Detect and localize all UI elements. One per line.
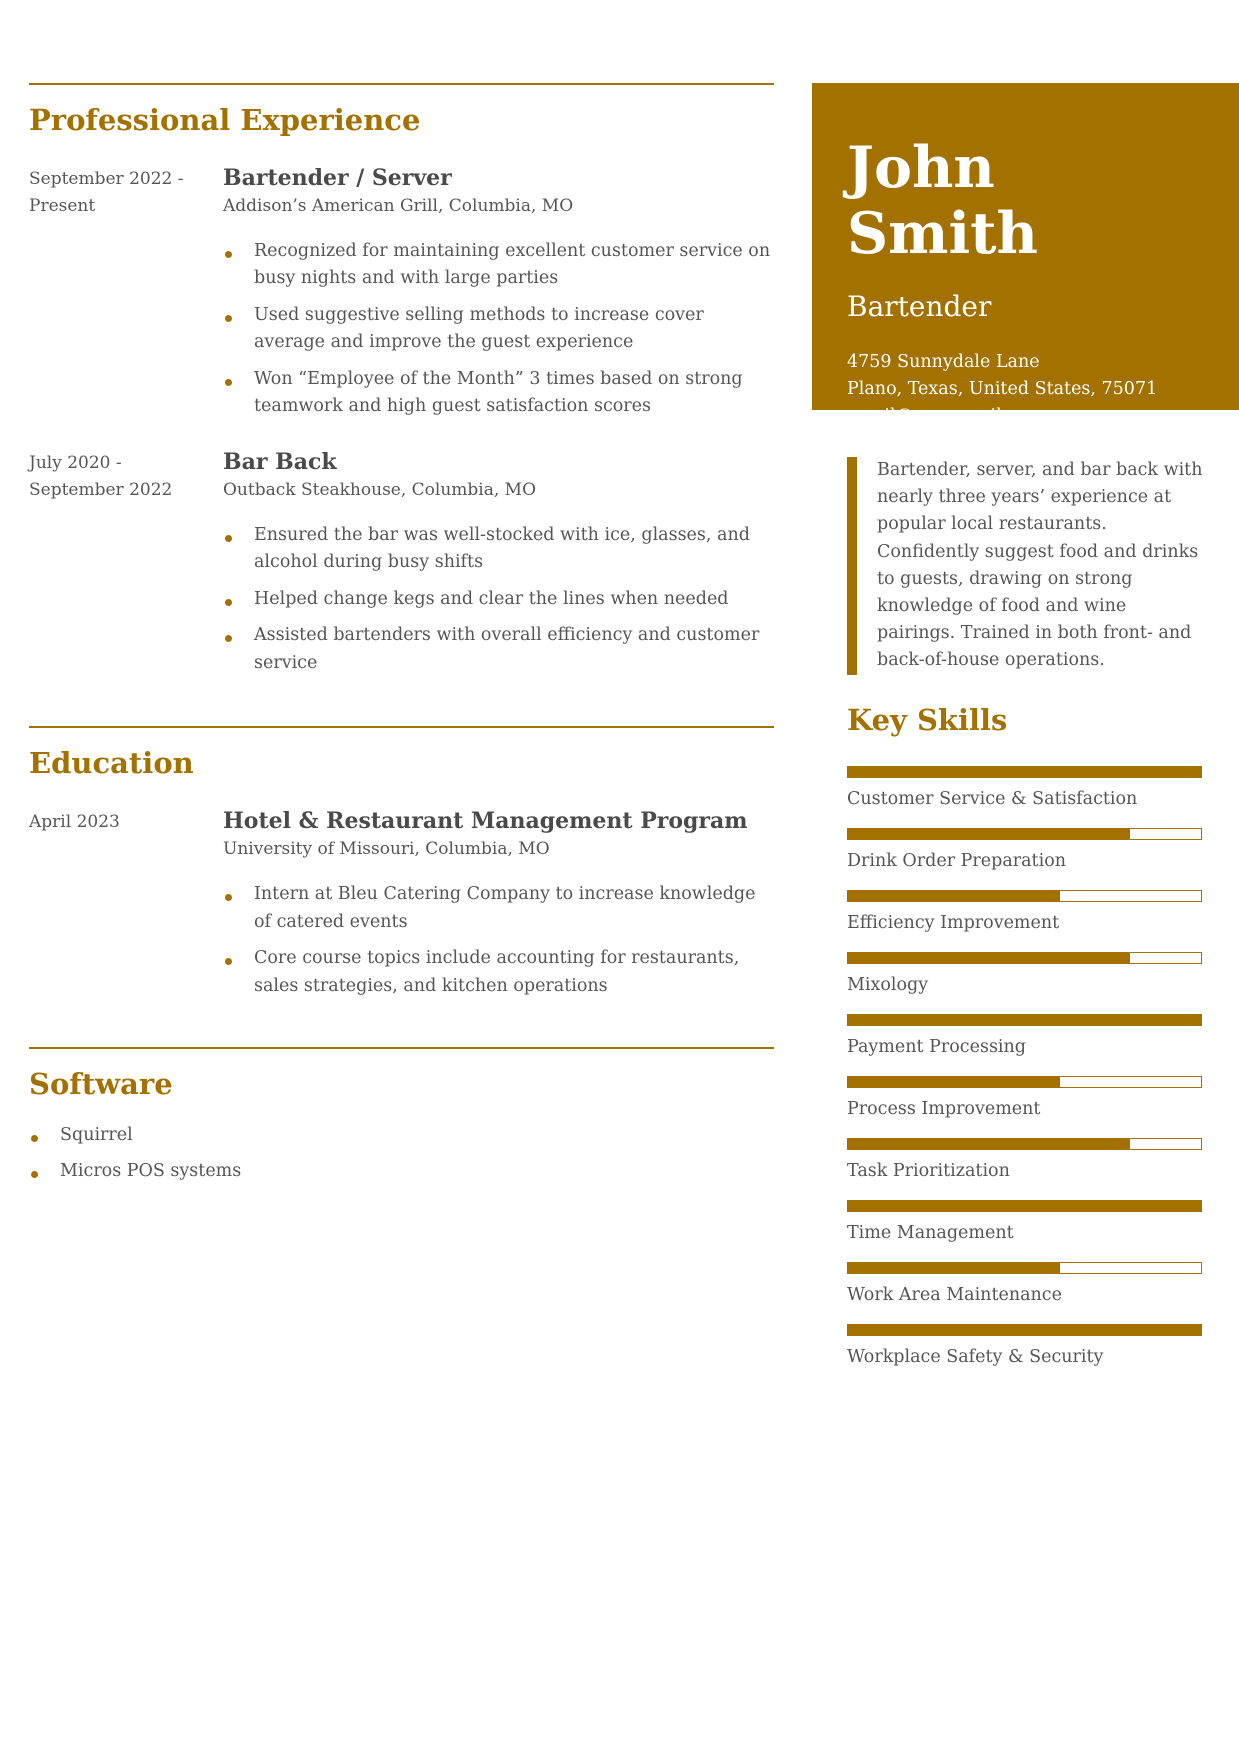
skills-list: [847, 766, 1202, 1370]
list-item: Assisted bartenders with overall efficiency and customer service: [223, 622, 774, 677]
experience-entry: [29, 450, 774, 687]
skill-level-bar: [847, 952, 1202, 964]
skill-label: Efficiency Improvement: [847, 913, 1060, 933]
skill-level-fill: [848, 953, 1130, 963]
main-column: [29, 83, 774, 1195]
skill-label: Workplace Safety & Security: [847, 1347, 1104, 1367]
list-item: Core course topics include accounting for restaurants, sales strategies, and kitchen operations: [223, 945, 774, 1000]
skill-item: [847, 1262, 1202, 1308]
skill-level-bar: [847, 1200, 1202, 1212]
education-details-list: [223, 881, 774, 1000]
skill-level-fill: [848, 891, 1060, 901]
employer: Outback Steakhouse, Columbia, MO: [223, 479, 537, 500]
skill-item: [847, 1324, 1202, 1370]
list-item: Intern at Bleu Catering Company to increase knowledge of catered events: [223, 881, 774, 936]
education-heading: Education: [29, 746, 194, 781]
school-name: University of Missouri, Columbia, MO: [223, 839, 550, 860]
entry-date-end: Present: [29, 195, 96, 216]
list-item: Squirrel: [29, 1122, 774, 1150]
skill-label: Work Area Maintenance: [847, 1285, 1062, 1305]
skill-item: [847, 828, 1202, 874]
software-section: [29, 1047, 774, 1186]
skill-item: [847, 890, 1202, 936]
entry-date: [29, 166, 223, 430]
skill-level-bar: [847, 1014, 1202, 1026]
list-item: Used suggestive selling methods to increase cover average and improve the guest experience: [223, 302, 774, 357]
entry-date-end: September 2022: [29, 479, 173, 500]
skill-level-fill: [848, 767, 1201, 777]
skill-level-fill: [848, 1263, 1060, 1273]
software-list: [29, 1122, 774, 1186]
entry-body: [223, 809, 774, 1009]
skill-level-bar: [847, 1076, 1202, 1088]
profile-summary: Bartender, server, and bar back with nearly three years’ experience at popular local restaurants. Confidently suggest food and drinks to guests, drawing on strong knowledge of food and wine pairings. Trained in both front- and back-of-house operations.: [847, 457, 1207, 675]
employer: Addison’s American Grill, Columbia, MO: [223, 195, 574, 216]
education-section: [29, 726, 774, 1009]
entry-body: [223, 450, 774, 687]
skills-section: [847, 700, 1202, 1386]
address-line-2: Plano, Texas, United States, 75071: [847, 379, 1158, 399]
skill-label: Customer Service & Satisfaction: [847, 789, 1138, 809]
skill-item: [847, 952, 1202, 998]
skill-label: Drink Order Preparation: [847, 851, 1066, 871]
entry-date: April 2023: [29, 812, 120, 833]
skill-item: [847, 1200, 1202, 1246]
skill-level-fill: [848, 1015, 1201, 1025]
skill-level-fill: [848, 1139, 1130, 1149]
phone: 123-456-7890: [847, 433, 971, 453]
skill-level-fill: [848, 1077, 1060, 1087]
skill-level-bar: [847, 1262, 1202, 1274]
email: email@youremail.com: [847, 406, 1045, 426]
skill-level-bar: [847, 828, 1202, 840]
skill-label: Time Management: [847, 1223, 1014, 1243]
job-role: Bartender / Server: [223, 164, 452, 191]
skill-item: [847, 1138, 1202, 1184]
skill-item: [847, 766, 1202, 812]
list-item: Ensured the bar was well-stocked with ice, glasses, and alcohol during busy shifts: [223, 522, 774, 577]
skill-level-bar: [847, 1138, 1202, 1150]
job-role: Bar Back: [223, 448, 337, 475]
candidate-name: John Smith: [847, 134, 1038, 267]
skill-label: Process Improvement: [847, 1099, 1041, 1119]
skill-item: [847, 1014, 1202, 1060]
skill-label: Task Prioritization: [847, 1161, 1010, 1181]
experience-heading: Professional Experience: [29, 103, 421, 137]
skill-level-fill: [848, 829, 1130, 839]
skill-item: [847, 1076, 1202, 1122]
list-item: Won “Employee of the Month” 3 times based on strong teamwork and high guest satisfaction scores: [223, 366, 774, 421]
skill-level-fill: [848, 1201, 1201, 1211]
address-line-1: 4759 Sunnydale Lane: [847, 352, 1040, 372]
education-entry: [29, 809, 774, 1009]
entry-date-start: September 2022 -: [29, 168, 184, 189]
experience-section: [29, 83, 774, 686]
skill-level-fill: [848, 1325, 1201, 1335]
software-heading: Software: [29, 1067, 173, 1102]
skills-heading: Key Skills: [847, 703, 1008, 737]
entry-date: [29, 450, 223, 687]
skill-level-bar: [847, 766, 1202, 778]
achievement-list: [223, 522, 774, 678]
entry-date-start: July 2020 -: [29, 452, 122, 473]
experience-entry: [29, 166, 774, 430]
entry-body: [223, 166, 774, 430]
skill-label: Mixology: [847, 975, 929, 995]
list-item: Micros POS systems: [29, 1158, 774, 1186]
candidate-title: Bartender: [847, 290, 992, 323]
skill-label: Payment Processing: [847, 1037, 1026, 1057]
list-item: Recognized for maintaining excellent customer service on busy nights and with large parties: [223, 238, 774, 293]
skill-level-bar: [847, 1324, 1202, 1336]
achievement-list: [223, 238, 774, 421]
list-item: Helped change kegs and clear the lines when needed: [223, 586, 774, 614]
program-name: Hotel & Restaurant Management Program: [223, 808, 748, 835]
profile-header: [812, 83, 1239, 453]
skill-level-bar: [847, 890, 1202, 902]
